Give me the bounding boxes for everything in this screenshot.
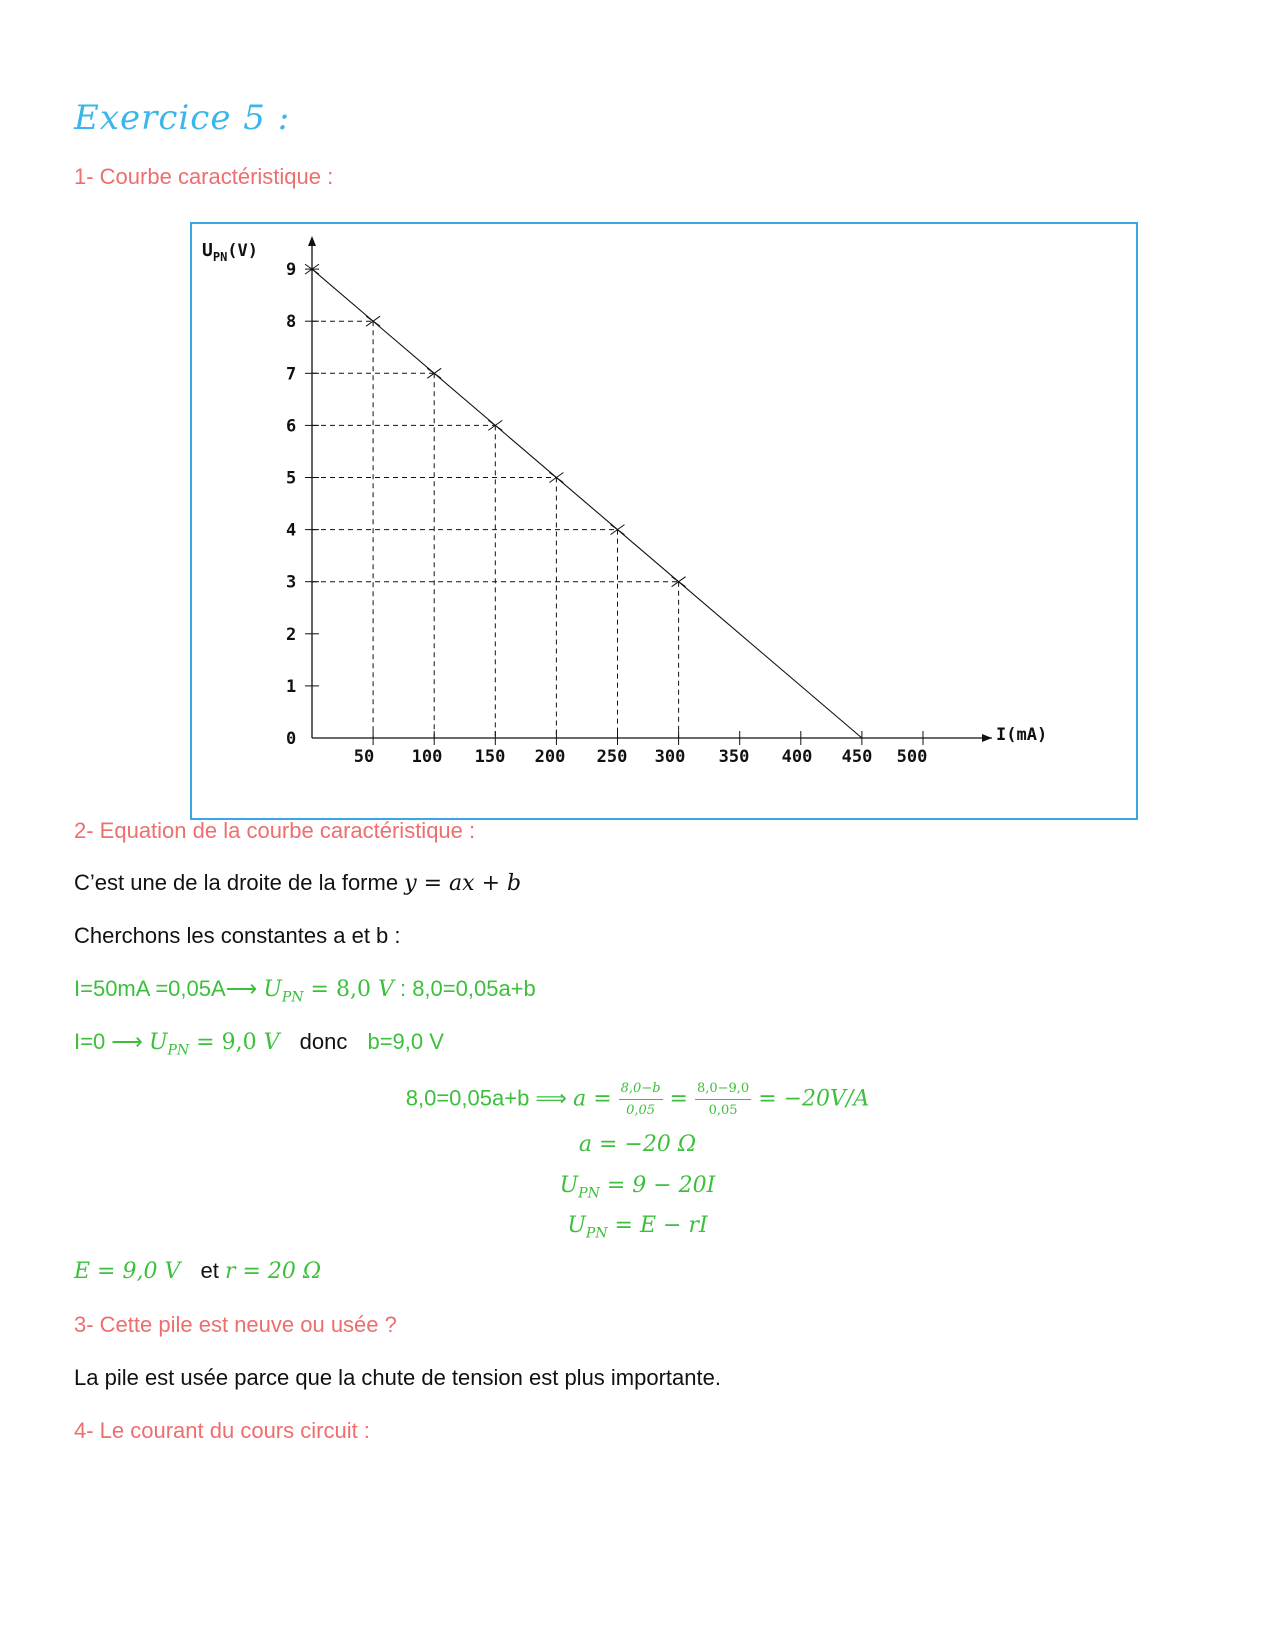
measurement-1-equation: : 8,0=0,05a+b: [393, 976, 536, 1001]
y-tick-label: 6: [286, 416, 297, 437]
x-axis-arrow: [982, 734, 992, 742]
upn-var-1: U: [559, 1173, 579, 1198]
y-tick-label: 7: [286, 364, 297, 385]
measurement-1-var: U: [263, 977, 282, 1002]
page-title: Exercice 5 :: [74, 98, 291, 138]
b-value: b=9,0 V: [367, 1029, 444, 1054]
measurement-2-var: U: [148, 1030, 168, 1055]
x-tick-label: 100: [411, 747, 443, 767]
chart-frame: [190, 222, 1138, 820]
y-tick-label: 4: [286, 520, 297, 541]
measurement-1-sub: PN: [281, 989, 304, 1006]
measurement-line-2: [74, 1029, 444, 1058]
constants-sentence: Cherchons les constantes a et b :: [74, 923, 401, 948]
measurement-line-1: [74, 976, 536, 1005]
characteristic-line: [312, 269, 862, 738]
x-tick-label: 50: [353, 747, 375, 767]
measurement-2-sub: PN: [167, 1042, 190, 1059]
line-form-text: C’est une de la droite de la forme: [74, 870, 399, 895]
x-tick-label: 150: [474, 747, 506, 767]
line-form-sentence: [74, 870, 521, 896]
result-line: [74, 1258, 321, 1284]
characteristic-curve-chart: [192, 224, 1136, 818]
slope-value: a = −20 Ω: [578, 1132, 697, 1157]
measurement-1-unit: V: [377, 977, 394, 1002]
x-tick-label: 350: [718, 747, 750, 767]
result-emf: E = 9,0 V: [74, 1259, 181, 1284]
x-tick-label: 300: [654, 747, 686, 767]
y-tick-label: 3: [286, 572, 297, 593]
y-tick-label: 0: [286, 729, 297, 749]
fraction-2: [695, 1080, 751, 1119]
measurement-2-current: I=0 ⟶: [74, 1029, 149, 1054]
y-tick-label: 5: [286, 468, 297, 489]
y-tick-label: 8: [286, 312, 297, 333]
question-4-heading: 4- Le courant du cours circuit :: [74, 1418, 370, 1443]
y-axis-label: $U_{PN}(V)$: [202, 240, 259, 264]
line-form-equation: y = ax + b: [404, 871, 522, 896]
y-tick-label: 2: [286, 624, 297, 645]
measurement-2-value: = 9,0: [189, 1030, 264, 1055]
result-resistance: r = 20 Ω: [224, 1259, 322, 1284]
upn-equation-numeric: [0, 1172, 1275, 1201]
upn-sub-1: PN: [578, 1185, 600, 1202]
x-tick-label: 250: [596, 747, 628, 767]
upn-equation-general: [0, 1212, 1275, 1241]
fraction-2-numerator: 8,0−9,0: [695, 1080, 751, 1100]
slope-derivation: [0, 1080, 1275, 1119]
question-1-heading: 1- Courbe caractéristique :: [74, 164, 334, 189]
answer-3: La pile est usée parce que la chute de tension est plus importante.: [74, 1365, 721, 1390]
slope-a: a: [573, 1086, 587, 1112]
fraction-1-numerator: 8,0−b: [619, 1080, 663, 1100]
y-tick-label: 9: [286, 260, 297, 281]
y-tick-label: 1: [286, 676, 297, 697]
slope-eq-1: =: [586, 1086, 619, 1112]
upn-sub-2: PN: [585, 1225, 608, 1242]
slope-result: = −20V/A: [751, 1086, 870, 1112]
fraction-1-denominator: 0,05: [626, 1102, 656, 1118]
x-tick-label: 450: [841, 747, 873, 767]
slope-start: 8,0=0,05a+b ⟹: [405, 1085, 574, 1111]
x-tick-label: 400: [781, 747, 813, 767]
y-axis-arrow: [308, 236, 316, 246]
question-2-heading: 2- Equation de la courbe caractéristique :: [74, 818, 476, 843]
fraction-1: [619, 1080, 663, 1119]
x-tick-label: 200: [534, 747, 566, 767]
result-et: et: [200, 1258, 219, 1283]
measurement-2-unit: V: [263, 1030, 280, 1055]
slope-eq-2: =: [662, 1086, 695, 1112]
donc-word: donc: [299, 1029, 348, 1054]
upn-var-2: U: [567, 1213, 586, 1238]
x-tick-label: 500: [896, 747, 928, 767]
upn-rest-1: = 9 − 20I: [599, 1173, 716, 1198]
measurement-1-current: I=50mA =0,05A⟶: [74, 976, 258, 1001]
fraction-2-denominator: 0,05: [708, 1102, 738, 1118]
measurement-1-value: = 8,0: [303, 977, 378, 1002]
upn-rest-2: = E − rI: [607, 1213, 708, 1238]
x-axis-label: I(mA): [996, 725, 1048, 745]
question-3-heading: 3- Cette pile est neuve ou usée ?: [74, 1312, 397, 1337]
